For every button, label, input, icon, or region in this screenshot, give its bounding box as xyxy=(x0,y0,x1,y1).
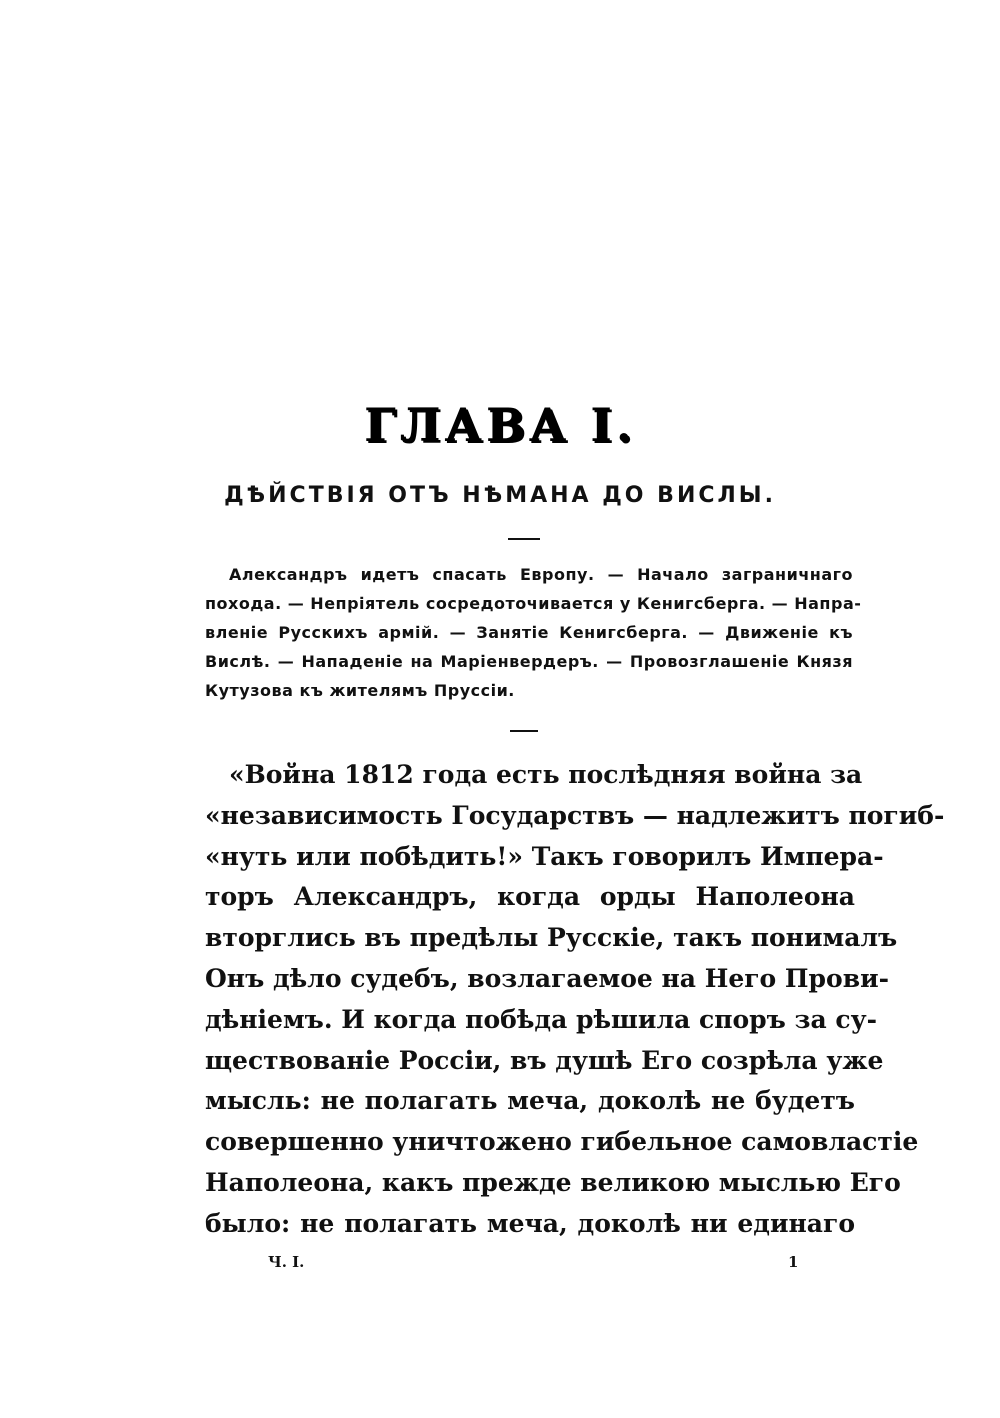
summary-line: Александръ идетъ спасать Европу. — Начало заграничнаго xyxy=(229,565,853,584)
body-line: Наполеона, какъ прежде великою мыслью Его xyxy=(205,1167,901,1197)
summary-line: похода. — Непріятель сосредоточивается у Кенигсберга. — Напра- xyxy=(205,594,862,613)
chapter-summary xyxy=(205,560,862,705)
body-line: Онъ дѣло судебъ, возлагаемое на Него Прови- xyxy=(205,963,889,993)
summary-line: Кутузова къ жителямъ Пруссіи. xyxy=(205,681,515,700)
chapter-title: ГЛАВА I. xyxy=(364,398,636,452)
body-line: дѣніемъ. И когда побѣда рѣшила споръ за су- xyxy=(205,1004,877,1034)
summary-line: Вислѣ. — Нападеніе на Маріенвердеръ. — Провозглашеніе Князя xyxy=(205,652,853,671)
body-line: «независимость Государствъ — надлежитъ погиб- xyxy=(205,800,945,830)
divider xyxy=(510,730,538,732)
body-line: «нуть или побѣдить!» Такъ говорилъ Импера- xyxy=(205,841,884,871)
body-line: совершенно уничтожено гибельное самовластіе xyxy=(205,1127,919,1157)
body-line: ществованіе Россіи, въ душѣ Его созрѣла уже xyxy=(205,1045,884,1075)
sheet-number: 1 xyxy=(788,1253,799,1271)
signature-mark: Ч. I. xyxy=(268,1253,305,1271)
body-line: торъ Александръ, когда орды Наполеона xyxy=(205,882,855,912)
divider xyxy=(508,538,540,540)
body-text xyxy=(205,755,945,1245)
body-line: «Война 1812 года есть послѣдняя война за xyxy=(229,760,863,789)
body-line: вторглись въ предѣлы Русскіе, такъ понималъ xyxy=(205,923,898,953)
summary-line: вленіе Русскихъ армій. — Занятіе Кенигсберга. — Движеніе къ xyxy=(205,623,853,642)
body-line: мысль: не полагать меча, доколѣ не будетъ xyxy=(205,1086,855,1116)
chapter-subtitle: ДѢЙСТВІЯ ОТЪ НѢМАНА ДО ВИСЛЫ. xyxy=(224,483,776,508)
body-line: было: не полагать меча, доколѣ ни единаго xyxy=(205,1208,855,1238)
